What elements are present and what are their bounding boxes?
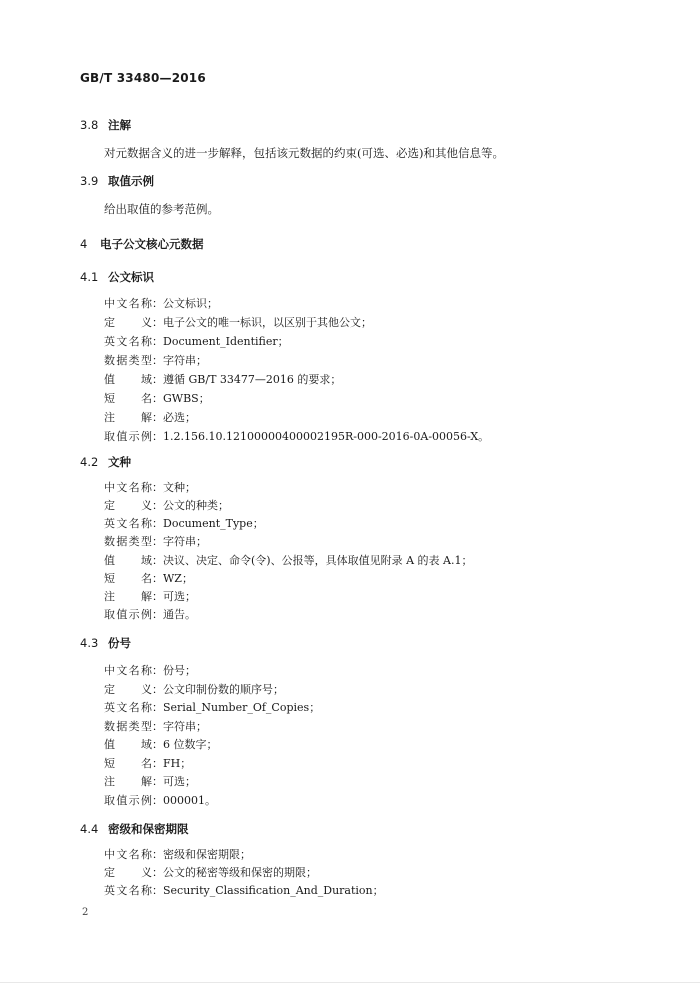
- field-label: 值域: [104, 373, 152, 386]
- section-3-8-text: 对元数据含义的进一步解释，包括该元数据的约束(可选、必选)和其他信息等。: [104, 146, 504, 160]
- field-label: 定义: [104, 683, 152, 696]
- field-row: 注解：可选；: [104, 588, 196, 606]
- field-value: 6 位数字；: [163, 738, 218, 751]
- section-title: 份号: [108, 636, 131, 650]
- field-row: 数据类型：字符串；: [104, 533, 207, 551]
- field-label: 定义: [104, 316, 152, 329]
- field-value: 可选；: [163, 775, 196, 788]
- section-number: 3.8: [80, 118, 99, 132]
- field-label: 英文名称: [104, 701, 152, 714]
- page-number: 2: [82, 907, 89, 918]
- field-row: 定义：公文印制份数的顺序号；: [104, 681, 284, 699]
- document-header: GB/T 33480—2016: [80, 71, 206, 85]
- page-edge-divider: [0, 982, 700, 983]
- field-value: 000001。: [163, 794, 216, 807]
- field-value: 电子公文的唯一标识，以区别于其他公文；: [163, 316, 372, 329]
- section-number: 4: [80, 237, 88, 251]
- field-row: 中文名称：文种；: [104, 479, 196, 497]
- field-row: 值域：决议、决定、命令(令)、公报等，具体取值见附录 A 的表 A.1；: [104, 552, 472, 570]
- field-value: 公文的种类；: [163, 499, 229, 512]
- field-label: 中文名称: [104, 848, 152, 861]
- field-label: 短名: [104, 757, 152, 770]
- section-title: 电子公文核心元数据: [100, 237, 204, 251]
- section-number: 4.2: [80, 455, 99, 469]
- field-row: 英文名称：Document_Identifier；: [104, 333, 289, 351]
- field-label: 英文名称: [104, 517, 152, 530]
- section-number: 4.1: [80, 270, 99, 284]
- field-label: 注解: [104, 411, 152, 424]
- field-row: 短名：FH；: [104, 755, 191, 773]
- section-4-heading: [80, 236, 204, 252]
- field-label: 取值示例: [104, 430, 152, 443]
- section-title: 文种: [108, 455, 131, 469]
- field-label: 英文名称: [104, 335, 152, 348]
- field-row: 数据类型：字符串；: [104, 352, 207, 370]
- field-row: 值域：6 位数字；: [104, 736, 218, 754]
- field-value: 字符串；: [163, 720, 207, 733]
- field-row: 中文名称：公文标识；: [104, 295, 218, 313]
- field-label: 值域: [104, 738, 152, 751]
- field-row: 中文名称：密级和保密期限；: [104, 846, 251, 864]
- field-row: 值域：遵循 GB/T 33477—2016 的要求；: [104, 371, 341, 389]
- field-label: 定义: [104, 866, 152, 879]
- field-row: 定义：公文的秘密等级和保密的期限；: [104, 864, 317, 882]
- field-value: 密级和保密期限；: [163, 848, 251, 861]
- field-row: 取值示例：000001。: [104, 792, 216, 810]
- field-label: 注解: [104, 590, 152, 603]
- field-row: 取值示例：通告。: [104, 606, 196, 624]
- section-number: 4.3: [80, 636, 99, 650]
- field-row: 中文名称：份号；: [104, 662, 196, 680]
- field-value: Serial_Number_Of_Copies；: [163, 701, 321, 714]
- section-3-9-heading: [80, 173, 154, 189]
- field-value: 1.2.156.10.12100000400002195R-000-2016-0A-00056-X。: [163, 430, 490, 443]
- field-row: 定义：公文的种类；: [104, 497, 229, 515]
- field-value: 决议、决定、命令(令)、公报等，具体取值见附录 A 的表 A.1；: [163, 554, 473, 567]
- field-value: 公文的秘密等级和保密的期限；: [163, 866, 317, 879]
- field-row: 英文名称：Document_Type；: [104, 515, 264, 533]
- field-value: 文种；: [163, 481, 196, 494]
- field-value: 可选；: [163, 590, 196, 603]
- field-label: 取值示例: [104, 608, 152, 621]
- field-value: WZ；: [163, 572, 193, 585]
- field-label: 数据类型: [104, 720, 152, 733]
- section-3-8-heading: [80, 117, 131, 133]
- field-label: 取值示例: [104, 794, 152, 807]
- section-4-3-heading: [80, 635, 131, 651]
- section-4-1-heading: [80, 269, 154, 285]
- field-value: Document_Identifier；: [163, 335, 289, 348]
- section-number: 3.9: [80, 174, 99, 188]
- field-value: 公文标识；: [163, 297, 218, 310]
- field-label: 短名: [104, 572, 152, 585]
- field-row: 短名：WZ；: [104, 570, 193, 588]
- field-label: 注解: [104, 775, 152, 788]
- field-label: 英文名称: [104, 884, 152, 897]
- field-row: 数据类型：字符串；: [104, 718, 207, 736]
- field-label: 值域: [104, 554, 152, 567]
- field-row: 注解：必选；: [104, 409, 196, 427]
- section-title: 注解: [108, 118, 131, 132]
- field-value: FH；: [163, 757, 192, 770]
- section-number: 4.4: [80, 822, 99, 836]
- field-value: 字符串；: [163, 535, 207, 548]
- field-row: 短名：GWBS；: [104, 390, 210, 408]
- field-row: 定义：电子公文的唯一标识，以区别于其他公文；: [104, 314, 372, 332]
- field-value: 份号；: [163, 664, 196, 677]
- field-label: 数据类型: [104, 535, 152, 548]
- section-4-2-heading: [80, 454, 131, 470]
- section-3-9-text: 给出取值的参考范例。: [104, 202, 219, 216]
- field-row: 注解：可选；: [104, 773, 196, 791]
- field-value: 公文印制份数的顺序号；: [163, 683, 284, 696]
- section-title: 公文标识: [108, 270, 154, 284]
- field-value: GWBS；: [163, 392, 210, 405]
- field-label: 短名: [104, 392, 152, 405]
- field-value: Document_Type；: [163, 517, 264, 530]
- field-label: 数据类型: [104, 354, 152, 367]
- field-value: 通告。: [163, 608, 196, 621]
- field-value: Security_Classification_And_Duration；: [163, 884, 384, 897]
- field-value: 遵循 GB/T 33477—2016 的要求；: [163, 373, 342, 386]
- field-label: 定义: [104, 499, 152, 512]
- field-row: 英文名称：Security_Classification_And_Duration；: [104, 882, 384, 900]
- field-value: 字符串；: [163, 354, 207, 367]
- field-value: 必选；: [163, 411, 196, 424]
- section-title: 密级和保密期限: [108, 822, 189, 836]
- section-title: 取值示例: [108, 174, 154, 188]
- field-label: 中文名称: [104, 297, 152, 310]
- field-label: 中文名称: [104, 664, 152, 677]
- section-4-4-heading: [80, 821, 189, 837]
- field-row: 英文名称：Serial_Number_Of_Copies；: [104, 699, 320, 717]
- field-label: 中文名称: [104, 481, 152, 494]
- field-row: 取值示例：1.2.156.10.12100000400002195R-000-2016-0A-00056-X。: [104, 428, 489, 446]
